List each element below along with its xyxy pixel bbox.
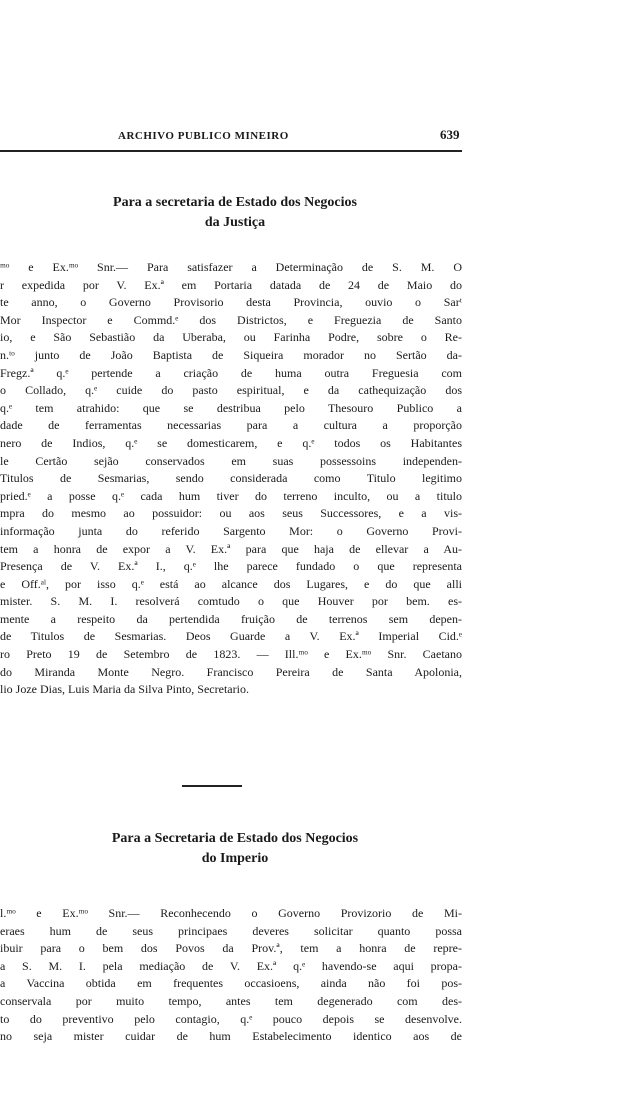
body-line: le Certão sejão conservados em suas possessoins independen-	[0, 453, 462, 468]
body-line: mpra do mesmo ao possuidor: ou aos seus Successores, e a vis-	[0, 506, 462, 521]
header-rule	[0, 150, 462, 152]
body-line: mente a respeito da pertendida fruição de terrenos sem depen-	[0, 611, 462, 626]
body-line: n.ᵗᵒ junto de João Baptista de Siqueira morador no Sertão da-	[0, 347, 462, 362]
body-line: io, e São Sebastião da Uberaba, ou Farinha Podre, sobre o Re-	[0, 330, 462, 345]
body-line: o Collado, q.ᵉ cuide do pasto espiritual, e da cathequização dos	[0, 383, 462, 398]
body-line: ro Preto 19 de Setembro de 1823. — Ill.ᵐᵒ e Ex.ᵐᵒ Snr. Caetano	[0, 647, 462, 662]
section-title-line: Para a secretaria de Estado dos Negocios	[113, 195, 357, 210]
body-line: informação junta do referido Sargento Mor: o Governo Provi-	[0, 523, 462, 538]
body-line: e Off.ᵃˡ, por isso q.ᵉ está ao alcance dos Lugares, e do que alli	[0, 576, 462, 591]
body-line: Presença de V. Ex.ª I., q.ᵉ lhe parece fundado o que representa	[0, 559, 462, 574]
body-line: pried.ᵉ a posse q.ᵉ cada hum tiver do terreno inculto, ou a titulo	[0, 488, 462, 503]
section-title-imperio	[0, 829, 470, 869]
body-line: eraes hum de seus principaes deveres solicitar quanto possa	[0, 923, 462, 938]
section-body-imperio	[0, 905, 462, 1046]
section-body-justica	[0, 259, 462, 699]
body-line: ᵐᵒ e Ex.ᵐᵒ Snr.— Para satisfazer a Determinação de S. M. O	[0, 260, 462, 274]
section-title-line: da Justiça	[204, 215, 266, 230]
body-line: te anno, o Governo Provisorio desta Provincia, ouvio o Sarᵗ	[0, 295, 462, 310]
body-line: de Titulos de Sesmarias. Deos Guarde a V. Ex.ª Imperial Cid.ᵉ	[0, 629, 462, 644]
body-line: mister. S. M. I. resolverá comtudo o que Houver por bem. es-	[0, 594, 462, 609]
page-number: 639	[440, 127, 460, 142]
running-header-title: ARCHIVO PUBLICO MINEIRO	[118, 130, 289, 142]
body-line: Fregz.ª q.ᵉ pertende a criação de huma outra Freguesia com	[0, 365, 462, 380]
body-line: dade de ferramentas necessarias para a cultura a proporção	[0, 418, 462, 433]
section-title-line: do Imperio	[201, 851, 269, 866]
body-line: ibuir para o bem dos Povos da Prov.ª, tem a honra de repre-	[0, 941, 462, 956]
body-line: l.ᵐᵒ e Ex.ᵐᵒ Snr.— Reconhecendo o Governo Provizorio de Mi-	[0, 906, 462, 920]
body-line: tem a honra de expor a V. Ex.ª para que haja de ellevar a Au-	[0, 541, 462, 556]
section-separator	[182, 785, 242, 787]
body-line: a S. M. I. pela mediação de V. Ex.ª q.ᵉ havendo-se aqui propa-	[0, 958, 462, 973]
body-line: no seja mister cuidar de hum Estabelecimento identico aos de	[0, 1029, 462, 1044]
body-line: conservala por muito tempo, antes tem degenerado com des-	[0, 993, 462, 1008]
body-line: Titulos de Sesmarias, sendo considerada como Titulo legitimo	[0, 471, 462, 486]
section-title-line: Para a Secretaria de Estado dos Negocios	[111, 831, 359, 846]
body-line: Mor Inspector e Commd.ᵉ dos Districtos, e Freguezia de Santo	[0, 312, 462, 327]
section-title-justica	[0, 193, 470, 233]
body-line: lio Joze Dias, Luis Maria da Silva Pinto, Secretario.	[0, 682, 249, 697]
body-line: do Miranda Monte Negro. Francisco Pereira de Santa Apolonia,	[0, 664, 462, 679]
body-line: nero de Indios, q.ᵉ se domesticarem, e q.ᵉ todos os Habitantes	[0, 435, 462, 450]
body-line: r expedida por V. Ex.ª em Portaria datada de 24 de Maio do	[0, 277, 462, 292]
body-line: to do preventivo pelo contagio, q.ᵉ pouco depois se desenvolve.	[0, 1011, 462, 1026]
body-line: q.ᵉ tem atrahido: que se destribua pelo Thesouro Publico a	[0, 400, 462, 415]
body-line: a Vaccina obtida em frequentes occasioens, ainda não foi pos-	[0, 976, 462, 991]
